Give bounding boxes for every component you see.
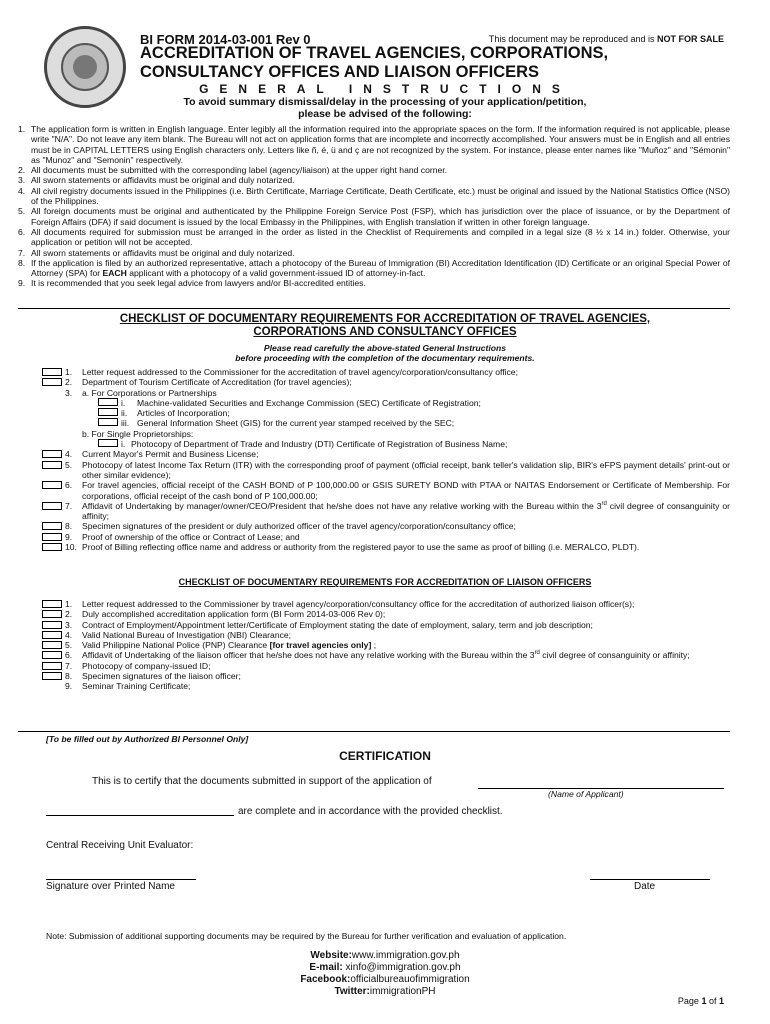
checklist-item: 9. Seminar Training Certificate; [65,681,191,692]
website-link[interactable]: www.immigration.gov.ph [351,950,460,961]
reproduction-note: This document may be reproduced and is NOT FOR SALE [488,34,724,44]
checkbox[interactable] [42,600,62,608]
checkbox[interactable] [42,522,62,530]
checkbox[interactable] [42,631,62,639]
checklist-item: 3. Contract of Employment/Appointment letter/Certificate of Employment stating the date of employment, salary, term and job description; [18,620,730,630]
instruction-item: 5. All foreign documents must be original and authenticated by the Philippine Foreign Service Post (FSP), which has jurisdiction over the place of issuance, or by the Department of Foreign Affairs (DFA) if said document is issued by the local Embassy in the Philippines, with English translation if written in other foreign language. [18,206,730,227]
date-label: Date [634,881,656,892]
checklist-item: 6. Affidavit of Undertaking of the liaison officer that he/she does not have any relative working with the Bureau within the 3rd civil degree of consanguinity or affinity; [18,650,730,660]
reference-field[interactable] [46,815,234,816]
form-id: BI FORM 2014-03-001 Rev 0 [140,32,311,47]
checklist-item: 4. Current Mayor's Permit and Business License; [18,449,730,459]
checkbox[interactable] [42,502,62,510]
checklist-item: 6. For travel agencies, official receipt of the CASH BOND of P 100,000.00 or GSIS SURETY BOND with PTAA or NAITAS Endorsement or Certificate of Membership. For corporations, official receipt of the cash bond of P 100,000.00; [18,480,730,501]
checkbox[interactable] [98,418,118,426]
checklist-item: 7. Affidavit of Undertaking by manager/owner/CEO/President that he/she does not have any relative working with the Bureau within the 3rd civil degree of consanguinity or affinity; [18,501,730,522]
checklist-subitem: ii. Articles of Incorporation; [18,408,730,418]
date-field[interactable] [590,879,710,880]
checkbox[interactable] [98,408,118,416]
checklist-item: b. For Single Proprietorships: [82,428,194,439]
signature-label: Signature over Printed Name [46,881,175,892]
checkbox[interactable] [42,461,62,469]
checkbox[interactable] [42,610,62,618]
instruction-item: 9. It is recommended that you seek legal advice from lawyers and/or BI-accredited entities. [18,278,366,289]
section-divider [18,308,730,309]
evaluator-label: Central Receiving Unit Evaluator: [46,840,194,851]
page-number: Page 1 of 1 [677,996,724,1006]
contact-email: E-mail: xinfo@immigration.gov.ph [309,962,461,973]
checklist-item: 1. Letter request addressed to the Commissioner for the accreditation of travel agency/corporation/consultancy office; [18,367,730,377]
checkbox[interactable] [42,481,62,489]
checklist-liaison-list [18,599,730,692]
facebook-link[interactable]: officialbureauofimmigration [350,974,470,985]
applicant-name-label: (Name of Applicant) [548,789,624,799]
checklist-agencies-list [18,367,730,552]
checklist-item: 3. a. For Corporations or Partnerships [65,387,217,398]
checkbox[interactable] [42,378,62,386]
document-title: ACCREDITATION OF TRAVEL AGENCIES, CORPORATIONS, CONSULTANCY OFFICES AND LIAISON OFFICERS [140,44,609,81]
contact-website: Website:www.immigration.gov.ph [310,950,460,961]
checklist-item: 5. Photocopy of latest Income Tax Return (ITR) with the corresponding proof of payment (official receipt, bank teller's validation slip, BIR's eFPS payment details' print-out or other similar evidence); [18,460,730,481]
checklist-subitem: iii. General Information Sheet (GIS) for the current year stamped received by the SEC; [18,418,730,428]
checklist-item: 1. Letter request addressed to the Commissioner by travel agency/corporation/consultancy office for the accreditation of authorized liaison officer(s); [18,599,730,609]
checkbox[interactable] [98,398,118,406]
checkbox[interactable] [42,533,62,541]
general-instructions-subtitle: To avoid summary dismissal/delay in the processing of your application/petition, please be advised of the following: [183,96,587,120]
checkbox[interactable] [42,641,62,649]
checkbox[interactable] [42,672,62,680]
checklist-item: 8. Specimen signatures of the president or duly authorized officer of the travel agency/corporation/consultancy office; [18,521,730,531]
checkbox[interactable] [42,651,62,659]
checkbox[interactable] [42,662,62,670]
instruction-item: 3. All sworn statements or affidavits must be original and duly notarized. [18,175,295,186]
certification-statement-cont: are complete and in accordance with the provided checklist. [238,806,503,817]
checkbox[interactable] [42,543,62,551]
checklist-agencies-heading: CHECKLIST OF DOCUMENTARY REQUIREMENTS FOR ACCREDITATION OF TRAVEL AGENCIES, CORPORATIONS AND CONSULTANCY OFFICES [119,313,651,338]
checkbox[interactable] [42,621,62,629]
checklist-item: 8. Specimen signatures of the liaison officer; [18,671,730,681]
checklist-item: 2. Duly accomplished accreditation application form (BI Form 2014-03-006 Rev 0); [18,609,730,619]
certification-statement: This is to certify that the documents submitted in support of the application of [92,776,432,787]
contact-facebook: Facebook:officialbureauofimmigration [300,974,470,985]
checklist-subitem: i. Machine-validated Securities and Exchange Commission (SEC) Certificate of Registration; [18,398,730,408]
contact-twitter: Twitter:immigrationPH [334,986,436,997]
checklist-agencies-subtitle: Please read carefully the above-stated General Instructions before proceeding with the completion of the documentary requirements. [235,343,535,364]
instruction-item: 4. All civil registry documents issued in the Philippines (i.e. Birth Certificate, Marriage Certificate, Death Certificate, etc.) must be original and issued by the National Statistics Office (NSO) of the Philippines. [18,185,730,207]
checklist-item: 4. Valid National Bureau of Investigation (NBI) Clearance; [18,630,730,640]
checklist-item: 2. Department of Tourism Certificate of Accreditation (for travel agencies); [18,377,730,387]
instruction-item: 6. All documents required for submission must be arranged in the order as listed in the Checklist of Requirements and compiled in a legal size (8 ½ x 14 in.) folder. Otherwise, your application or petition will not be accepted. [18,226,730,248]
checklist-item: 9. Proof of ownership of the office or Contract of Lease; and [18,532,730,542]
section-divider [18,731,730,732]
twitter-link[interactable]: immigrationPH [369,986,436,997]
checkbox[interactable] [98,439,118,447]
checkbox[interactable] [42,450,62,458]
instruction-item: 7. All sworn statements or affidavits must be original and duly notarized. [18,247,295,258]
instruction-item: 8. If the application is filed by an authorized representative, attach a photocopy of the Bureau of Immigration (BI) Accreditation Identification (ID) Certificate or an original Special Power of Attorney (SPA) for EACH applicant with a photocopy of a valid government-issued ID of attorney-in-fact. [18,257,730,279]
filled-by-note: [To be filled out by Authorized BI Personnel Only] [46,734,249,744]
checklist-subitem: i. Photocopy of Department of Trade and Industry (DTI) Certificate of Registration of Business Name; [18,439,730,449]
instruction-item: 1. The application form is written in English language. Enter legibly all the information required into the appropriate spaces on the form. If the information required is not applicable, please write "N/A". Do not leave any item blank. The Bureau will not act on application forms that are incomplete and incorrectly accomplished. Your answers must be in English and all entries must be in CAPITAL LETTERS using English characters only. Letters like ñ, é, ü and ç are not recognized by the system. For instance, please enter names like "Muñoz" and "Sémonin" as "Munoz" and "Semonin" respectively. [18,124,730,165]
checklist-liaison-heading: CHECKLIST OF DOCUMENTARY REQUIREMENTS FOR ACCREDITATION OF LIAISON OFFICERS [178,577,592,587]
general-instructions-heading: GENERAL INSTRUCTIONS [199,82,571,96]
checklist-item: 10. Proof of Billing reflecting office name and address or authority from the registered payor to use the same as proof of billing (i.e. MERALCO, PLDT). [18,542,730,552]
signature-field[interactable] [46,879,196,880]
submission-note: Note: Submission of additional supporting documents may be required by the Bureau for further verification and evaluation of application. [46,931,567,941]
certification-title: CERTIFICATION [339,749,431,763]
instruction-item: 2. All documents must be submitted with the corresponding label (agency/liaison) at the upper right hand corner. [18,165,448,176]
checklist-item: 5. Valid Philippine National Police (PNP) Clearance [for travel agencies only] ; [18,640,730,650]
general-instructions-list [18,124,730,289]
email-link[interactable]: xinfo@immigration.gov.ph [342,962,461,973]
checklist-item: 7. Photocopy of company-issued ID; [18,661,730,671]
checkbox[interactable] [42,368,62,376]
